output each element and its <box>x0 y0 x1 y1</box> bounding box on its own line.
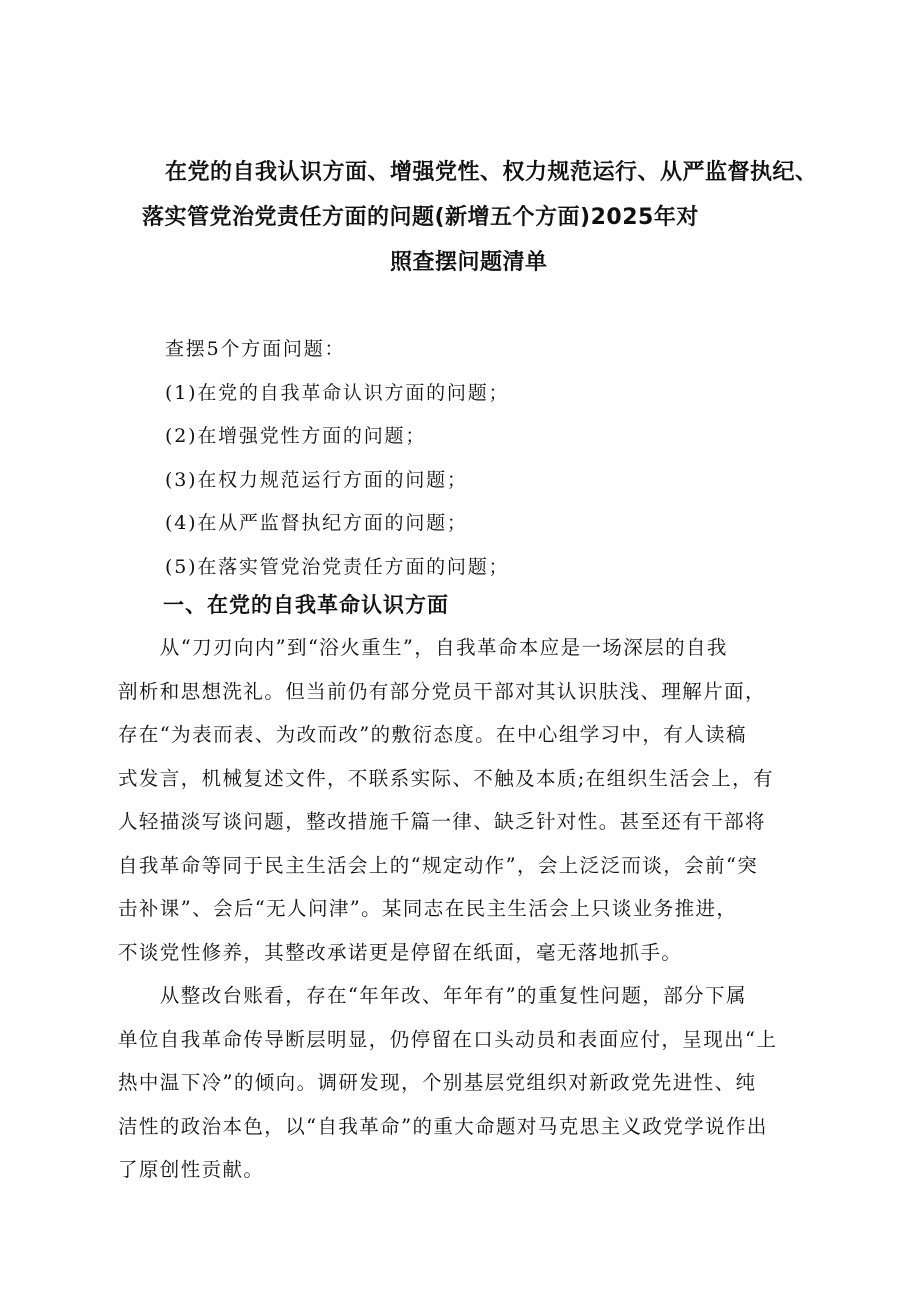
paragraph-line: 存在“为表而表、为改而改”的敷衍态度。在中心组学习中，有人读稿 <box>118 723 747 746</box>
paragraph-line: 人轻描淡写谈问题，整改措施千篇一律、缺乏针对性。甚至还有干部将 <box>118 810 766 833</box>
paragraph-line: 不谈党性修养，其整改承诺更是停留在纸面，毫无落地抓手。 <box>118 940 683 964</box>
paragraph-1 <box>118 626 834 974</box>
list-item: (3)在权力规范运行方面的问题； <box>165 468 468 491</box>
title-line-3: 照查摆问题清单 <box>390 250 548 275</box>
paragraph-line: 自我革命等同于民主生活会上的“规定动作”，会上泛泛而谈，会前“突 <box>118 853 759 877</box>
paragraph-line: 击补课”、会后“无人问津”。某同志在民主生活会上只谈业务推进， <box>118 897 738 920</box>
paragraph-line: 洁性的政治本色，以“自我革命”的重大命题对马克思主义政党学说作出 <box>118 1114 768 1138</box>
paragraph-line: 热中温下冷”的倾向。调研发现，个别基层党组织对新政党先进性、纯 <box>118 1071 757 1094</box>
section-heading: 一、在党的自我革命认识方面 <box>163 593 449 617</box>
title-line-2: 落实管党治党责任方面的问题(新增五个方面)2025年对 <box>142 205 699 230</box>
paragraph-2 <box>118 974 834 1192</box>
title-line-1: 在党的自我认识方面、增强党性、权力规范运行、从严监督执纪、 <box>165 160 818 185</box>
document-title <box>120 150 860 285</box>
list-item: (2)在增强党性方面的问题； <box>165 425 427 447</box>
paragraph-line: 了原创性贡献。 <box>118 1158 265 1181</box>
paragraph-line: 从整改台账看，存在“年年改、年年有”的重复性问题，部分下属 <box>118 984 747 1007</box>
list-item: (4)在从严监督执纪方面的问题； <box>165 512 468 534</box>
paragraph-line: 单位自我革命传导断层明显，仍停留在口头动员和表面应付，呈现出“上 <box>118 1027 778 1051</box>
paragraph-line: 式发言，机械复述文件，不联系实际、不触及本质;在组织生活会上，有 <box>118 766 774 790</box>
list-item: (1)在党的自我革命认识方面的问题； <box>165 381 510 404</box>
intro-list <box>165 328 865 589</box>
paragraph-line: 剖析和思想洗礼。但当前仍有部分党员干部对其认识肤浅、理解片面， <box>118 679 766 703</box>
list-item: (5)在落实管党治党责任方面的问题； <box>165 555 510 578</box>
intro-heading: 查摆5个方面问题： <box>165 338 346 360</box>
paragraph-line: 从“刀刃向内”到“浴火重生”，自我革命本应是一场深层的自我 <box>118 636 728 659</box>
